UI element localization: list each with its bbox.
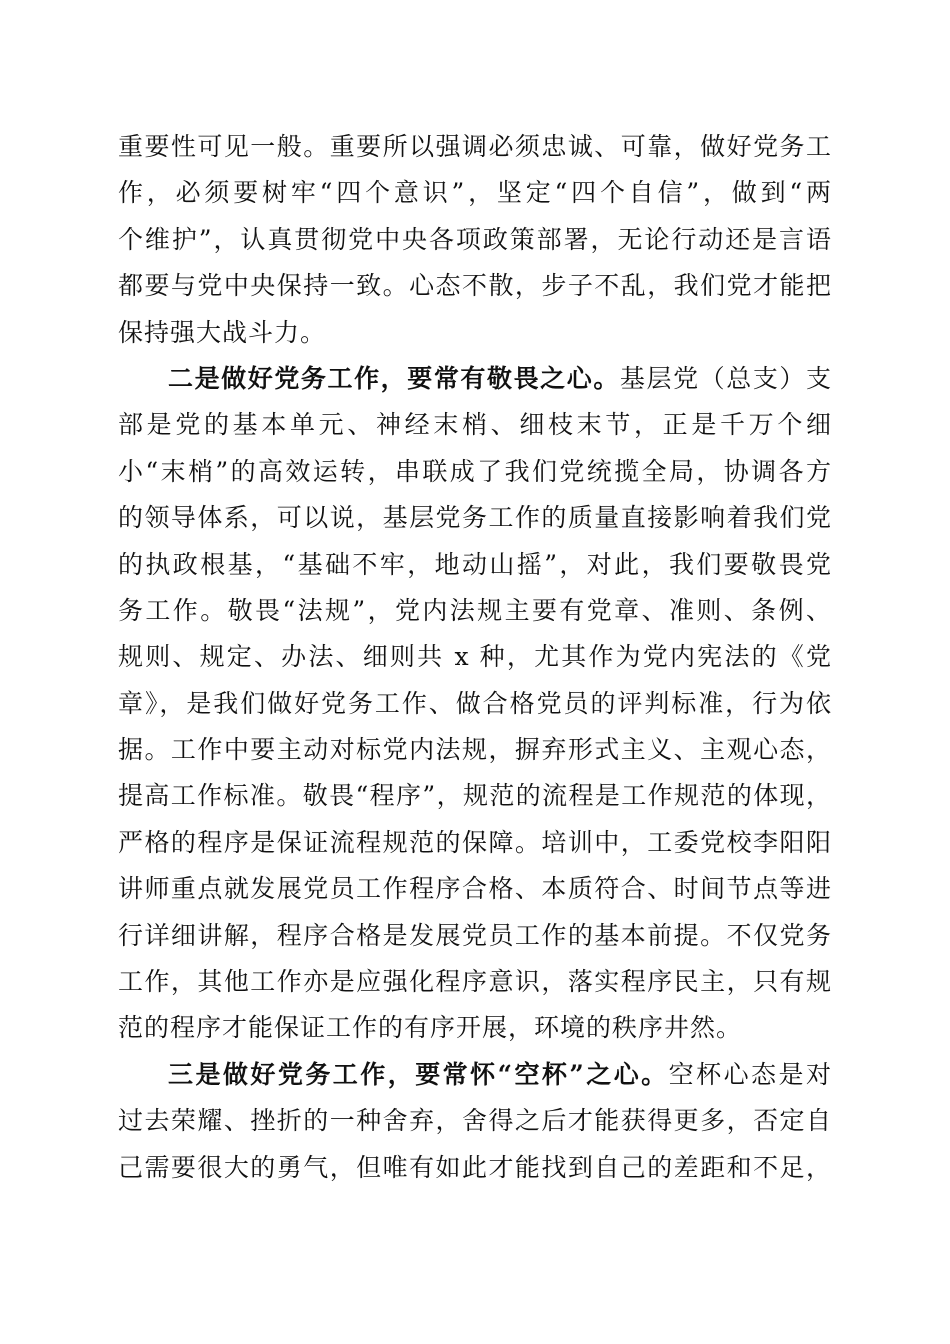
- paragraph-line: 据。工作中要主动对标党内法规，摒弃形式主义、主观心态，: [118, 735, 832, 765]
- paragraph-line: 规则、规定、办法、细则共 x 种，尤其作为党内宪法的《党: [118, 642, 832, 672]
- paragraph-line: 部是党的基本单元、神经末梢、细枝末节，正是千万个细: [118, 410, 832, 440]
- paragraph-line: 严格的程序是保证流程规范的保障。培训中，工委党校李阳阳: [118, 827, 832, 857]
- paragraph-2: [118, 356, 832, 1052]
- paragraph-lead: 三是做好党务工作，要常怀“空杯”之心。: [168, 1059, 669, 1089]
- paragraph-line: 讲师重点就发展党员工作程序合格、本质符合、时间节点等进: [118, 874, 832, 904]
- paragraph-line: 重要性可见一般。重要所以强调必须忠诚、可靠，做好党务工: [118, 132, 832, 161]
- paragraph-line: 提高工作标准。敬畏“程序”，规范的流程是工作规范的体现，: [118, 781, 832, 811]
- document-body: [118, 124, 832, 1191]
- paragraph-line: 过去荣耀、挫折的一种舍弃，舍得之后才能获得更多，否定自: [118, 1106, 832, 1136]
- paragraph-line: 作，必须要树牢“四个意识”，坚定“四个自信”，做到“两: [118, 178, 832, 208]
- paragraph-first-line-rest: 空杯心态是对: [668, 1059, 832, 1089]
- paragraph-line: 都要与党中央保持一致。心态不散，步子不乱，我们党才能把: [118, 271, 832, 301]
- paragraph-line: 保持强大战斗力。: [118, 317, 327, 347]
- paragraph-line: 行详细讲解，程序合格是发展党员工作的基本前提。不仅党务: [118, 920, 832, 950]
- paragraph-1: [118, 124, 832, 356]
- paragraph-lead: 二是做好党务工作，要常有敬畏之心。: [168, 363, 620, 393]
- paragraph-line: 工作，其他工作亦是应强化程序意识，落实程序民主，只有规: [118, 967, 832, 997]
- paragraph-3: [118, 1052, 832, 1191]
- paragraph-line: 的领导体系，可以说，基层党务工作的质量直接影响着我们党: [118, 503, 832, 533]
- paragraph-first-line-rest: 基层党（总支）支: [619, 363, 832, 393]
- paragraph-first-line: [118, 356, 832, 402]
- paragraph-line: 个维护”，认真贯彻党中央各项政策部署，无论行动还是言语: [118, 224, 832, 254]
- paragraph-line: 务工作。敬畏“法规”，党内法规主要有党章、准则、条例、: [118, 595, 832, 625]
- paragraph-line: 范的程序才能保证工作的有序开展，环境的秩序井然。: [118, 1013, 743, 1043]
- paragraph-line: 的执政根基，“基础不牢，地动山摇”，对此，我们要敬畏党: [118, 549, 832, 579]
- paragraph-first-line: [118, 1052, 832, 1098]
- paragraph-line: 小“末梢”的高效运转，串联成了我们党统揽全局，协调各方: [118, 456, 832, 486]
- paragraph-line: 章》，是我们做好党务工作、做合格党员的评判标准，行为依: [118, 688, 832, 718]
- paragraph-line: 己需要很大的勇气，但唯有如此才能找到自己的差距和不足，: [118, 1152, 832, 1182]
